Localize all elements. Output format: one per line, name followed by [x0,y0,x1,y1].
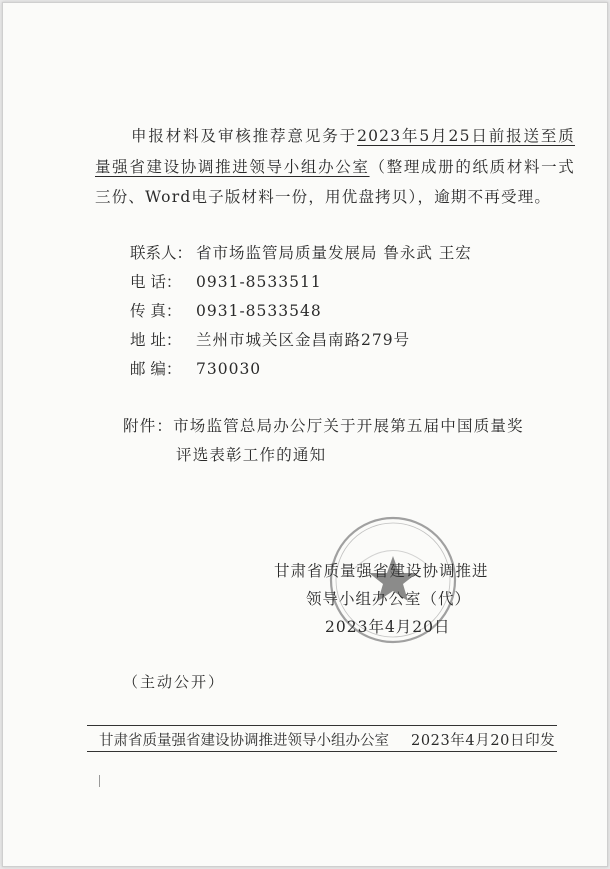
postcode-label: 邮 编： [130,360,182,378]
disclosure-status: （主动公开） [123,673,226,691]
fax-value: 0931-8533548 [196,302,322,320]
attachment-label: 附件： [123,417,174,435]
signature-date: 2023年4月20日 [325,618,451,636]
footer-rule-top [87,725,557,726]
address-value: 兰州市城关区金昌南路279号 [196,331,411,349]
footer-rule-bottom [87,751,557,752]
postcode-value: 730030 [196,360,262,378]
footer-issuer: 甘肃省质量强省建设协调推进领导小组办公室 [99,733,389,749]
contact-person-row [130,241,472,263]
paragraph-deadline: 2023年5月25日前报送至质量强省建设协调推进领导小组办公室 [95,127,575,176]
scan-mark [99,775,100,787]
document-page [2,2,608,867]
paragraph-before: 申报材料及审核推荐意见务于 [131,127,358,145]
address-row [130,328,410,350]
address-label: 地 址： [130,331,182,349]
attachment-line-1 [123,414,524,436]
submission-paragraph [95,121,575,213]
paragraph-after: （整理成册的纸质材料一式三份、Word电子版材料一份，用优盘拷贝），逾期不再受理。 [95,157,575,206]
footer-print-date: 2023年4月20日印发 [411,733,556,749]
signature-org-line-1: 甘肃省质量强省建设协调推进 [274,562,489,580]
attachment-title-1: 市场监管总局办公厅关于开展第五届中国质量奖 [173,417,524,435]
phone-value: 0931-8533511 [196,273,322,291]
fax-row [130,299,322,321]
postcode-row [130,357,261,379]
phone-row [130,270,322,292]
attachment-line-2 [176,443,326,465]
contact-label: 联系人： [130,244,193,262]
attachment-title-2: 评选表彰工作的通知 [176,446,327,464]
signature-org-line-2: 领导小组办公室（代） [306,590,472,608]
phone-label: 电 话： [130,273,182,291]
fax-label: 传 真： [130,302,182,320]
contact-value: 省市场监管局质量发展局 鲁永武 王宏 [196,244,472,262]
